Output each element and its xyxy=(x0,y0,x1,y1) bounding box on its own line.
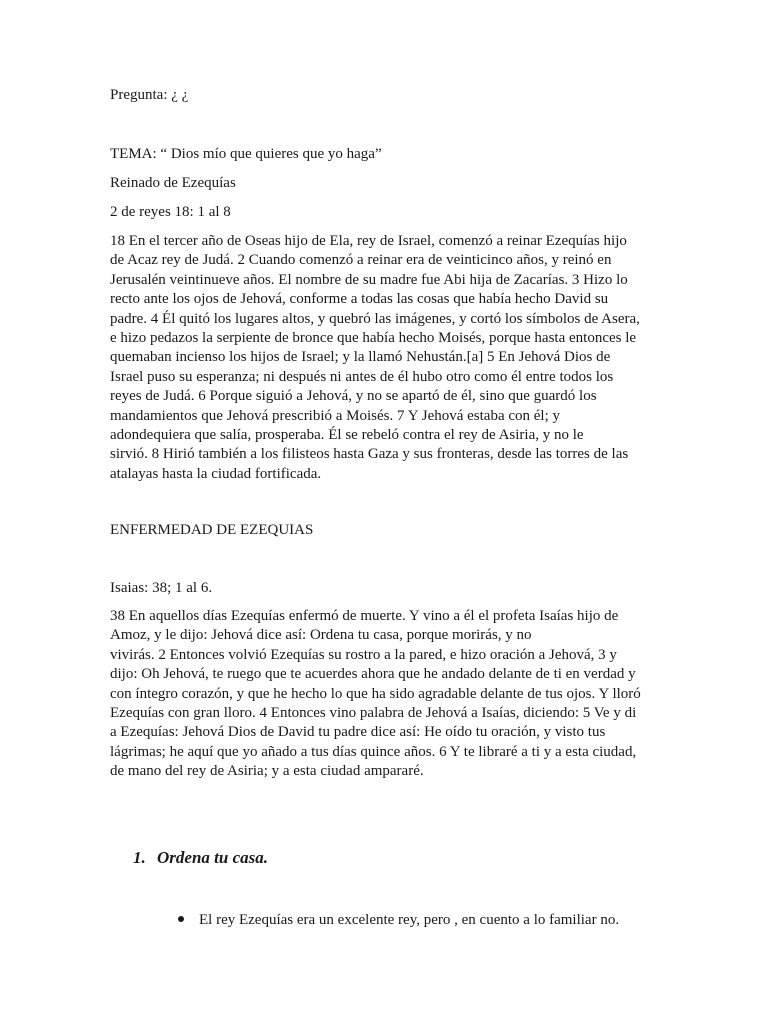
paragraph-line: atalayas hasta la ciudad fortificada. xyxy=(110,465,322,482)
paragraph-line: 38 En aquellos días Ezequías enfermó de muerte. Y vino a él el profeta Isaías hijo de xyxy=(110,608,619,624)
section2-reference: Isaias: 38; 1 al 6. xyxy=(110,580,213,596)
bullet-text: El rey Ezequías era un excelente rey, pero , en cuento a lo familiar no. xyxy=(199,912,620,928)
paragraph-line: reyes de Judá. 6 Porque siguió a Jehová, y no se apartó de él, sino que guardó los xyxy=(110,388,597,405)
list-heading-number: 1. xyxy=(133,848,146,867)
bullet-icon xyxy=(178,916,184,922)
section1-reference: 2 de reyes 18: 1 al 8 xyxy=(110,204,231,220)
paragraph-line: de Acaz rey de Judá. 2 Cuando comenzó a reinar era de veinticinco años, y reinó en xyxy=(110,252,612,269)
paragraph-line: Jerusalén veintinueve años. El nombre de su madre fue Abi hija de Zacarías. 3 Hizo lo xyxy=(110,271,628,288)
section2-title: ENFERMEDAD DE EZEQUIAS xyxy=(110,522,314,538)
paragraph-line: dijo: Oh Jehová, te ruego que te acuerdes ahora que he andado delante de ti en verdad y xyxy=(110,666,636,683)
paragraph-line: vivirás. 2 Entonces volvió Ezequías su rostro a la pared, e hizo oración a Jehová, 3 y xyxy=(110,646,617,663)
paragraph-line: sirvió. 8 Hirió también a los filisteos hasta Gaza y sus fronteras, desde las torres de las xyxy=(110,446,629,463)
paragraph-line: 18 En el tercer año de Oseas hijo de Ela, rey de Israel, comenzó a reinar Ezequías hijo xyxy=(110,233,627,249)
list-heading-text: Ordena tu casa. xyxy=(157,848,268,867)
paragraph-line: Amoz, y le dijo: Jehová dice así: Ordena tu casa, porque morirás, y no xyxy=(110,627,532,644)
section2-paragraph xyxy=(110,607,662,782)
paragraph-line: padre. 4 Él quitó los lugares altos, y quebró las imágenes, y cortó los símbolos de Asera, xyxy=(110,310,640,327)
paragraph-line: recto ante los ojos de Jehová, conforme a todas las cosas que había hecho David su xyxy=(110,291,609,308)
paragraph-line: Ezequías con gran lloro. 4 Entonces vino palabra de Jehová a Isaías, diciendo: 5 Ve y di xyxy=(110,705,637,722)
paragraph-line: Israel puso su esperanza; ni después ni antes de él hubo otro como él entre todos los xyxy=(110,368,614,385)
paragraph-line: lágrimas; he aquí que yo añado a tus días quince años. 6 Y te libraré a ti y a esta ciudad, xyxy=(110,743,637,760)
paragraph-line: quemaban incienso los hijos de Israel; y la llamó Nehustán.[a] 5 En Jehová Dios de xyxy=(110,349,611,366)
paragraph-line: de mano del rey de Asiria; y a esta ciudad ampararé. xyxy=(110,763,424,780)
section1-paragraph xyxy=(110,232,662,484)
list-heading xyxy=(133,848,268,868)
question-line: Pregunta: ¿ ¿ xyxy=(110,87,189,103)
paragraph-line: e hizo pedazos la serpiente de bronce que había hecho Moisés, porque hasta entonces le xyxy=(110,330,637,347)
theme-line: TEMA: “ Dios mío que quieres que yo haga” xyxy=(110,146,382,162)
paragraph-line: adondequiera que salía, prosperaba. Él se rebeló contra el rey de Asiria, y no le xyxy=(110,427,584,444)
paragraph-line: mandamientos que Jehová prescribió a Moisés. 7 Y Jehová estaba con él; y xyxy=(110,407,561,424)
paragraph-line: a Ezequías: Jehová Dios de David tu padre dice así: He oído tu oración, y visto tus xyxy=(110,724,606,741)
section1-title: Reinado de Ezequías xyxy=(110,175,236,191)
paragraph-line: con íntegro corazón, y que he hecho lo que ha sido agradable delante de tus ojos. Y lloró xyxy=(110,685,641,702)
bullet-list-item xyxy=(178,911,619,930)
